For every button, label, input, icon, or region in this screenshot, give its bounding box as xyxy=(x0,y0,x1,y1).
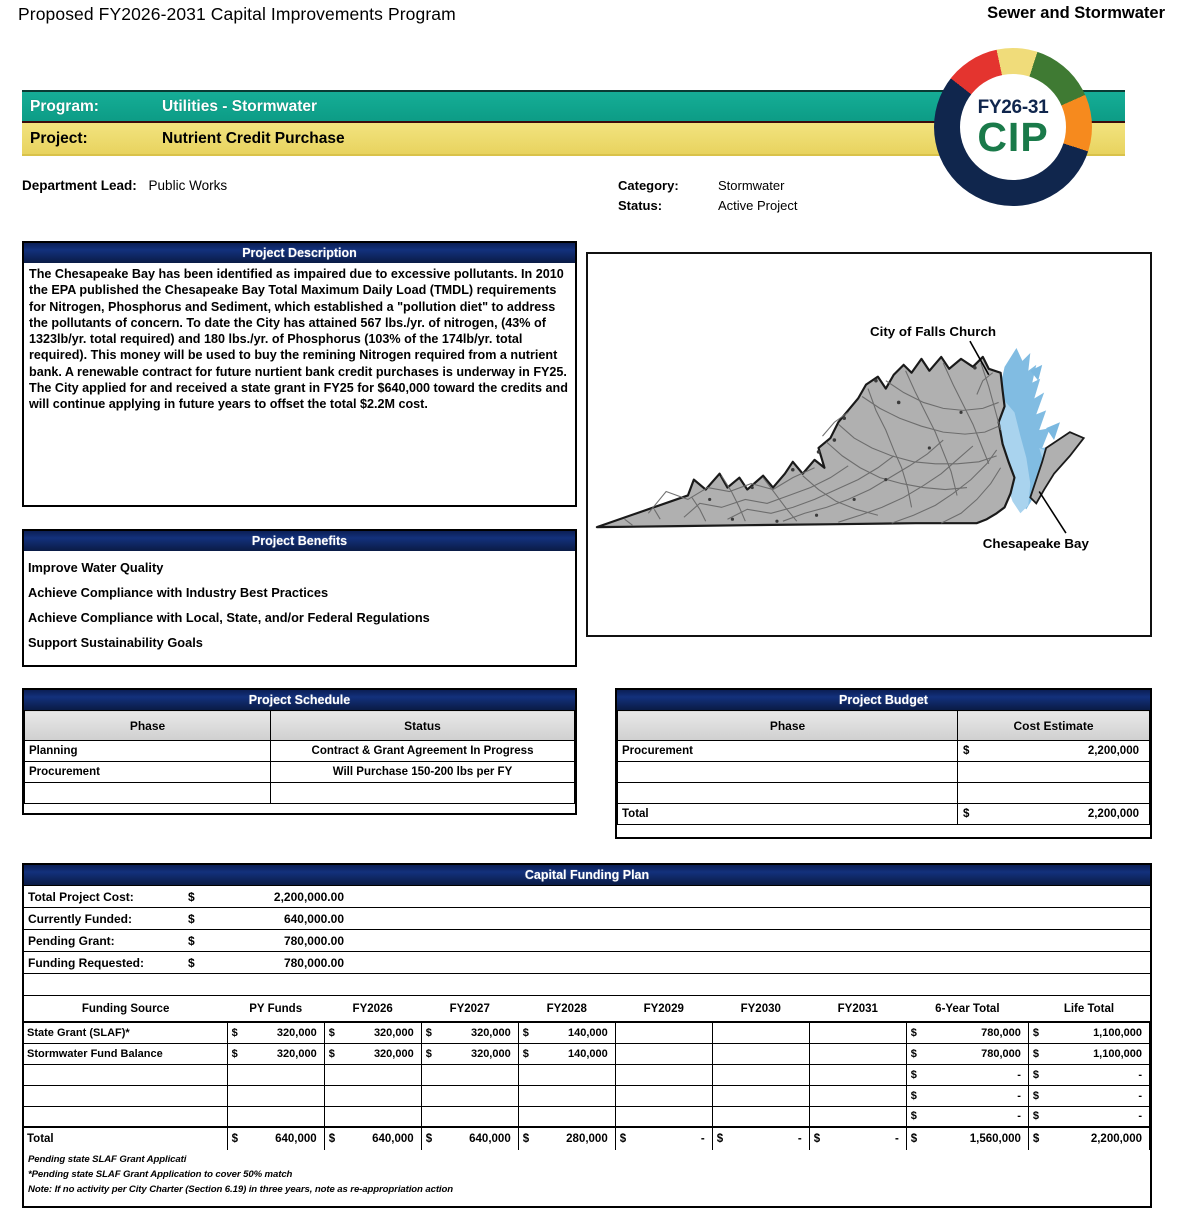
currency-symbol: $ xyxy=(522,1133,530,1145)
fund-fy2031-cell xyxy=(809,1043,906,1064)
fund-col-fy2026: FY2026 xyxy=(324,996,421,1022)
schedule-col-phase: Phase xyxy=(25,711,271,741)
capital-funding-plan-header: Capital Funding Plan xyxy=(24,865,1150,885)
cell-value: 780,000 xyxy=(981,1026,1021,1039)
fund-col-six-year-total: 6-Year Total xyxy=(906,996,1028,1022)
fund-fy2026-cell xyxy=(324,1085,421,1106)
cell-value: 140,000 xyxy=(567,1026,608,1039)
fund-source-cell xyxy=(24,1106,227,1127)
project-benefits-header: Project Benefits xyxy=(24,531,575,551)
summary-spacer xyxy=(362,952,1150,974)
cell-value: 640,000 xyxy=(275,1133,317,1145)
fund-total-fy2026 xyxy=(324,1127,421,1150)
budget-cost-cell xyxy=(958,762,1150,783)
fund-life-cell xyxy=(1028,1085,1149,1106)
fund-fy2029-cell xyxy=(615,1106,712,1127)
budget-phase-cell: Procurement xyxy=(618,741,958,762)
cip-logo xyxy=(934,48,1092,206)
cell-value: - xyxy=(1017,1089,1021,1102)
fund-fy2031-cell xyxy=(809,1106,906,1127)
currency-symbol: $ xyxy=(184,952,212,974)
fund-fy2027-cell xyxy=(421,1064,518,1085)
footnote: Pending state SLAF Grant Applicati xyxy=(28,1154,187,1165)
fund-total-fy2029 xyxy=(615,1127,712,1150)
fund-fy2028-cell xyxy=(518,1106,615,1127)
summary-spacer xyxy=(362,908,1150,930)
currency-symbol: $ xyxy=(328,1047,335,1060)
fund-fy2026-cell xyxy=(324,1064,421,1085)
summary-value: 2,200,000.00 xyxy=(212,886,362,908)
description-paragraph: The City applied for and received a state grant in FY25 for $640,000 toward the credits and will continue applying in future years to offset the total $2.2M cost. xyxy=(29,381,568,412)
cip-logo-center xyxy=(960,74,1066,180)
fund-life-cell xyxy=(1028,1022,1149,1043)
currency-symbol: $ xyxy=(522,1026,529,1039)
schedule-status-cell: Contract & Grant Agreement In Progress xyxy=(271,741,575,762)
table-row xyxy=(24,1064,1150,1085)
department-lead xyxy=(22,178,227,193)
summary-label: Funding Requested: xyxy=(24,952,184,974)
table-header-row xyxy=(25,711,575,741)
list-item: Improve Water Quality xyxy=(28,560,164,575)
fund-col-fy2030: FY2030 xyxy=(712,996,809,1022)
cell-value: - xyxy=(1138,1089,1142,1102)
fund-total-fy2028 xyxy=(518,1127,615,1150)
map-svg xyxy=(588,254,1150,635)
cell-value: 320,000 xyxy=(276,1026,317,1039)
cell-value: - xyxy=(894,1133,899,1145)
currency-symbol: $ xyxy=(910,1089,917,1102)
fund-fy2026-cell xyxy=(324,1022,421,1043)
budget-col-cost: Cost Estimate xyxy=(958,711,1150,741)
fund-life-cell xyxy=(1028,1106,1149,1127)
section-title: Sewer and Stormwater xyxy=(987,4,1165,22)
virginia-location-map xyxy=(586,252,1152,637)
list-item: Achieve Compliance with Industry Best Practices xyxy=(28,585,329,600)
department-lead-value: Public Works xyxy=(148,178,228,193)
fund-source-cell: Stormwater Fund Balance xyxy=(24,1043,227,1064)
cell-value: 1,100,000 xyxy=(1093,1026,1142,1039)
fund-six-year-cell xyxy=(906,1106,1028,1127)
budget-col-phase: Phase xyxy=(618,711,958,741)
currency-symbol: $ xyxy=(813,1133,821,1145)
fund-col-fy2031: FY2031 xyxy=(809,996,906,1022)
fund-six-year-cell xyxy=(906,1064,1028,1085)
cip-logo-cip-label: CIP xyxy=(977,113,1049,160)
fund-fy2031-cell xyxy=(809,1022,906,1043)
fund-fy2030-cell xyxy=(712,1022,809,1043)
fund-source-cell xyxy=(24,1064,227,1085)
currency-symbol: $ xyxy=(1032,1068,1040,1081)
fund-col-life-total: Life Total xyxy=(1028,996,1149,1022)
fund-fy2029-cell xyxy=(615,1022,712,1043)
currency-symbol: $ xyxy=(910,1068,917,1081)
table-row xyxy=(618,783,1150,804)
budget-phase-cell xyxy=(618,783,958,804)
fund-total-fy2031 xyxy=(809,1127,906,1150)
currency-symbol: $ xyxy=(184,930,212,952)
fund-col-fy2029: FY2029 xyxy=(615,996,712,1022)
fund-fy2028-cell xyxy=(518,1085,615,1106)
funding-sources-table xyxy=(24,996,1150,1150)
capital-funding-plan-panel xyxy=(22,863,1152,1208)
schedule-phase-cell xyxy=(25,783,271,804)
fund-py-cell xyxy=(227,1064,324,1085)
cell-value: 2,200,000 xyxy=(1090,1133,1142,1145)
project-budget-body xyxy=(617,710,1150,825)
currency-symbol: $ xyxy=(963,808,970,820)
currency-symbol: $ xyxy=(910,1133,918,1145)
fund-col-py: PY Funds xyxy=(227,996,324,1022)
footnote: Note: If no activity per City Charter (Section 6.19) in three years, note as re-appropriation action xyxy=(28,1184,454,1195)
budget-total-row xyxy=(618,804,1150,825)
fund-six-year-cell xyxy=(906,1022,1028,1043)
currency-symbol: $ xyxy=(910,1047,917,1060)
summary-label: Currently Funded: xyxy=(24,908,184,930)
budget-phase-cell xyxy=(618,762,958,783)
currency-symbol: $ xyxy=(231,1026,238,1039)
cell-value: 320,000 xyxy=(373,1047,414,1060)
summary-value: 640,000.00 xyxy=(212,908,362,930)
fund-fy2027-cell xyxy=(421,1085,518,1106)
fund-fy2030-cell xyxy=(712,1043,809,1064)
table-row xyxy=(24,1022,1150,1043)
currency-symbol: $ xyxy=(619,1133,627,1145)
fund-fy2027-cell xyxy=(421,1106,518,1127)
cell-value: - xyxy=(797,1133,802,1145)
table-row xyxy=(24,1085,1150,1106)
summary-spacer xyxy=(362,886,1150,908)
project-benefits-panel xyxy=(22,529,577,667)
currency-symbol: $ xyxy=(910,1026,917,1039)
currency-symbol: $ xyxy=(1032,1133,1040,1145)
currency-symbol: $ xyxy=(1032,1026,1040,1039)
budget-cost-cell xyxy=(958,783,1150,804)
fund-total-label: Total xyxy=(24,1127,227,1150)
currency-symbol: $ xyxy=(231,1047,238,1060)
program-value: Utilities - Stormwater xyxy=(162,97,318,115)
project-label: Project: xyxy=(30,129,88,147)
schedule-status-cell xyxy=(271,783,575,804)
schedule-col-status: Status xyxy=(271,711,575,741)
table-row xyxy=(25,762,575,783)
table-row xyxy=(25,741,575,762)
funding-section-divider xyxy=(24,974,1150,996)
table-header-row xyxy=(618,711,1150,741)
currency-symbol: $ xyxy=(328,1133,336,1145)
fund-fy2030-cell xyxy=(712,1106,809,1127)
fund-life-cell xyxy=(1028,1064,1149,1085)
fund-fy2030-cell xyxy=(712,1064,809,1085)
table-row xyxy=(24,952,1150,974)
fund-fy2027-cell xyxy=(421,1022,518,1043)
project-benefits-body xyxy=(24,551,575,655)
fund-py-cell xyxy=(227,1085,324,1106)
currency-symbol: $ xyxy=(1032,1110,1040,1123)
fund-source-cell xyxy=(24,1085,227,1106)
budget-cost-cell xyxy=(958,741,1150,762)
schedule-phase-cell: Planning xyxy=(25,741,271,762)
project-description-header: Project Description xyxy=(24,243,575,263)
currency-symbol: $ xyxy=(1032,1047,1040,1060)
cell-value: 1,560,000 xyxy=(969,1133,1021,1145)
budget-cost-value: 2,200,000 xyxy=(1087,745,1139,757)
budget-total-label: Total xyxy=(618,804,958,825)
fund-fy2027-cell xyxy=(421,1043,518,1064)
list-item: Achieve Compliance with Local, State, and/or Federal Regulations xyxy=(28,610,430,625)
fund-fy2031-cell xyxy=(809,1085,906,1106)
fund-col-source: Funding Source xyxy=(24,996,227,1022)
fund-fy2029-cell xyxy=(615,1043,712,1064)
fund-total-fy2027 xyxy=(421,1127,518,1150)
currency-symbol: $ xyxy=(425,1026,432,1039)
cell-value: 320,000 xyxy=(276,1047,317,1060)
status-row xyxy=(618,198,797,213)
cell-value: - xyxy=(1017,1068,1021,1081)
cell-value: 780,000 xyxy=(981,1047,1021,1060)
summary-value: 780,000.00 xyxy=(212,930,362,952)
table-row xyxy=(24,886,1150,908)
cell-value: - xyxy=(1138,1068,1142,1081)
budget-total-cell xyxy=(958,804,1150,825)
fund-fy2028-cell xyxy=(518,1022,615,1043)
project-budget-panel xyxy=(615,688,1152,839)
cell-value: 640,000 xyxy=(469,1133,511,1145)
fund-fy2029-cell xyxy=(615,1085,712,1106)
fund-source-cell: State Grant (SLAF)* xyxy=(24,1022,227,1043)
cell-value: 320,000 xyxy=(373,1026,414,1039)
project-schedule-header: Project Schedule xyxy=(24,690,575,710)
fund-py-cell xyxy=(227,1022,324,1043)
summary-label: Pending Grant: xyxy=(24,930,184,952)
currency-symbol: $ xyxy=(716,1133,724,1145)
cell-value: 320,000 xyxy=(470,1026,511,1039)
cell-value: 1,100,000 xyxy=(1093,1047,1142,1060)
table-row xyxy=(24,1043,1150,1064)
department-lead-label: Department Lead: xyxy=(22,178,137,193)
funding-summary-table xyxy=(24,885,1150,974)
fund-fy2028-cell xyxy=(518,1043,615,1064)
capital-funding-plan-body xyxy=(24,885,1150,1197)
project-schedule-body xyxy=(24,710,575,804)
currency-symbol: $ xyxy=(231,1133,239,1145)
schedule-phase-cell: Procurement xyxy=(25,762,271,783)
fund-fy2028-cell xyxy=(518,1064,615,1085)
cip-logo-fy-label: FY26-31 xyxy=(977,96,1049,118)
fund-col-fy2027: FY2027 xyxy=(421,996,518,1022)
currency-symbol: $ xyxy=(1032,1089,1040,1102)
cell-value: 640,000 xyxy=(372,1133,414,1145)
cell-value: - xyxy=(1017,1110,1021,1123)
table-row xyxy=(24,930,1150,952)
currency-symbol: $ xyxy=(963,745,970,757)
table-row xyxy=(618,741,1150,762)
table-row xyxy=(25,783,575,804)
project-description-panel xyxy=(22,241,577,507)
table-row xyxy=(24,908,1150,930)
currency-symbol: $ xyxy=(328,1026,335,1039)
currency-symbol: $ xyxy=(184,886,212,908)
funding-notes xyxy=(24,1150,1150,1197)
fund-six-year-cell xyxy=(906,1085,1028,1106)
table-row xyxy=(24,1106,1150,1127)
fund-col-fy2028: FY2028 xyxy=(518,996,615,1022)
cell-value: - xyxy=(1138,1110,1142,1123)
category-row xyxy=(618,178,797,193)
currency-symbol: $ xyxy=(425,1133,433,1145)
program-label: Program: xyxy=(30,97,99,115)
table-header-row xyxy=(24,996,1150,1022)
summary-value: 780,000.00 xyxy=(212,952,362,974)
fund-fy2031-cell xyxy=(809,1064,906,1085)
category-label: Category: xyxy=(618,178,679,193)
status-label: Status: xyxy=(618,198,663,213)
schedule-status-cell: Will Purchase 150-200 lbs per FY xyxy=(271,762,575,783)
fund-total-life xyxy=(1028,1127,1149,1150)
project-value: Nutrient Credit Purchase xyxy=(162,129,345,147)
fund-fy2026-cell xyxy=(324,1106,421,1127)
fund-total-six-year xyxy=(906,1127,1028,1150)
project-schedule-panel xyxy=(22,688,577,815)
currency-symbol: $ xyxy=(522,1047,529,1060)
currency-symbol: $ xyxy=(425,1047,432,1060)
cell-value: 320,000 xyxy=(470,1047,511,1060)
currency-symbol: $ xyxy=(910,1110,917,1123)
page-title: Proposed FY2026-2031 Capital Improvements Program xyxy=(18,4,456,24)
project-budget-header: Project Budget xyxy=(617,690,1150,710)
description-paragraph: The Chesapeake Bay has been identified as impaired due to excessive pollutants. In 2010 the EPA published the Chesapeake Bay Total Maximum Daily Load (TMDL) requirements for Nitrogen, Phosphorus and Sediment, which established a "pollution diet" to address the pollutants of concern. To date the City has attained 567 lbs./yr. of nitrogen, (43% of 1323lb/yr. total required) and 180 lbs./yr. of Phosphorus (103% of the 174lb/yr. total required). This money will be used to buy the remining Nitrogen required from a nutrient bank. A renewable contract for future nurtient bank credit purchases is underway in FY25. xyxy=(29,267,567,379)
budget-table xyxy=(617,710,1150,825)
cell-value: 280,000 xyxy=(566,1133,608,1145)
footnote: *Pending state SLAF Grant Application to cover 50% match xyxy=(28,1169,293,1180)
category-value: Stormwater xyxy=(718,178,785,193)
fund-fy2029-cell xyxy=(615,1064,712,1085)
project-description-body xyxy=(24,263,575,416)
fund-life-cell xyxy=(1028,1043,1149,1064)
callout-bay-label: Chesapeake Bay xyxy=(982,535,1089,551)
cell-value: - xyxy=(700,1133,705,1145)
fund-total-py xyxy=(227,1127,324,1150)
currency-symbol: $ xyxy=(184,908,212,930)
status-badge: Active Project xyxy=(718,198,798,213)
fund-fy2030-cell xyxy=(712,1085,809,1106)
category-status-block xyxy=(618,178,797,218)
cell-value: 140,000 xyxy=(567,1047,608,1060)
table-row xyxy=(618,762,1150,783)
budget-total-value: 2,200,000 xyxy=(1087,808,1139,820)
summary-label: Total Project Cost: xyxy=(24,886,184,908)
fund-fy2026-cell xyxy=(324,1043,421,1064)
funding-total-row xyxy=(24,1127,1150,1150)
fund-total-fy2030 xyxy=(712,1127,809,1150)
fund-six-year-cell xyxy=(906,1043,1028,1064)
schedule-table xyxy=(24,710,575,804)
callout-city-label: City of Falls Church xyxy=(869,324,997,340)
summary-spacer xyxy=(362,930,1150,952)
fund-py-cell xyxy=(227,1106,324,1127)
list-item: Support Sustainability Goals xyxy=(28,635,203,650)
fund-py-cell xyxy=(227,1043,324,1064)
